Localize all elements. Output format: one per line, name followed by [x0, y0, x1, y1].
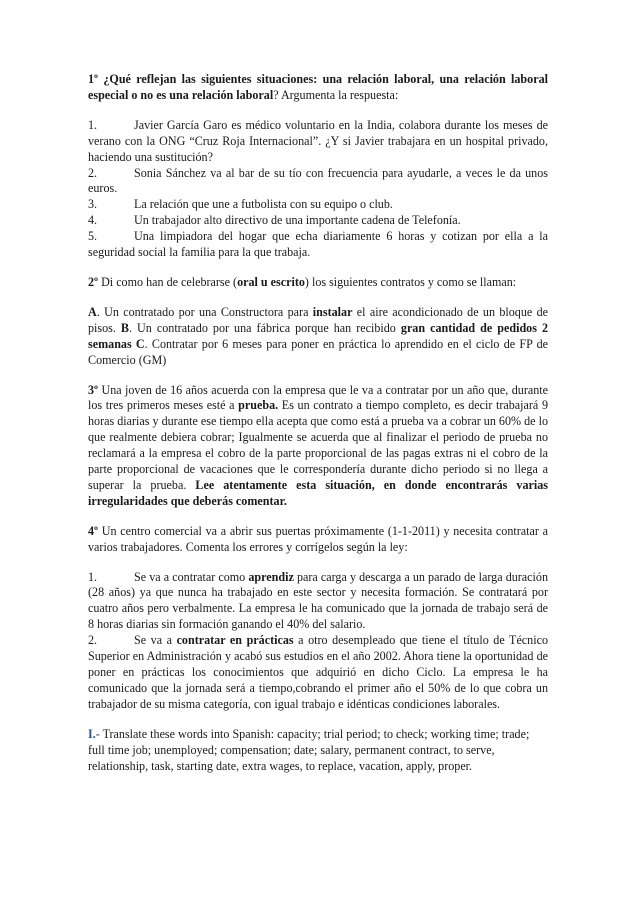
q2-label: 2º	[88, 274, 99, 289]
q4-label: 4º	[88, 523, 99, 538]
question-2-cases: A. Un contratado por una Constructora para instalar el aire acondicionado de un bloque de pisos. B. Un contratado por una fábrica porque han recibido gran cantidad de pedidos 2 semanas C. Contratar por 6 meses para poner en práctica lo aprendido en el ciclo de FP de Comercio (GM)	[88, 304, 549, 367]
list-item: 4. Un trabajador alto directivo de una importante cadena de Telefonía.	[88, 213, 461, 228]
q4-item-1: 1. Se va a contratar como aprendiz para carga y descarga a un parado de larga duración (28 años) ya que nunca ha trabajado en este sector y necesita formación. Se contratará por cuatro años pero verbalmente. La empresa le ha comunicado que la jornada de trabajo será de 8 horas diarias sin formación ganando el 40% del salario.	[88, 569, 548, 632]
document-page	[88, 72, 548, 788]
q3-label: 3º	[88, 382, 99, 397]
question-3: 3º Una joven de 16 años acuerda con la empresa que le va a contratar por un año que, durante los tres primeros meses esté a prueba. Es un contrato a tiempo completo, es decir trabajará 9 horas diarias y durante ese tiempo ella acepta que como está a prueba va a cobrar un 60% de lo que realmente debiera cobrar; Igualmente se acuerda que al finalizar el periodo de prueba no reclamará a la empresa el cobro de la parte proporcional de las pagas extras ni el cobro de la parte proporcional de vacaciones que le correspondería durante dicho periodo si no llega a superar la prueba. Lee atentamente esta situación, en donde encontrarás varias irregularidades que deberás comentar.	[88, 382, 548, 508]
translate-label: I.-	[88, 726, 100, 741]
question-1	[88, 72, 548, 104]
q1-items	[88, 118, 548, 261]
list-item: 5. Una limpiadora del hogar que echa diariamente 6 horas y cotizan por ella a la seguridad social la familia para la que trabaja.	[88, 229, 548, 260]
translate-exercise: I.- Translate these words into Spanish: capacity; trial period; to check; working time; trade; full time job; unemployed; compensation; date; salary, permanent contract, to serve, relationship, task, starting date, extra wages, to replace, vacation, apply, proper.	[88, 726, 530, 773]
q1-question: ¿Qué reflejan las siguientes situaciones: una relación laboral, una relación laboral especial o no es una relación laboral	[88, 72, 548, 102]
q1-question-rest: ? Argumenta la respuesta:	[273, 87, 399, 102]
list-item: 3. La relación que une a futbolista con su equipo o club.	[88, 197, 393, 212]
list-item: 1. Javier García Garo es médico voluntario en la India, colabora durante los meses de verano con la ONG “Cruz Roja Internacional”. ¿Y si Javier trabajara en un hospital privado, haciendo una sustitución?	[88, 117, 548, 164]
list-item: 2. Sonia Sánchez va al bar de su tío con frecuencia para ayudarle, a veces le da unos euros.	[88, 165, 548, 196]
question-4: 4º Un centro comercial va a abrir sus puertas próximamente (1-1-2011) y necesita contratar a varios trabajadores. Comenta los errores y corrígelos según la ley:	[88, 523, 548, 554]
q1-label: 1º	[88, 72, 99, 86]
q4-item-2: 2. Se va a contratar en prácticas a otro desempleado que tiene el título de Técnico Superior en Administración y acabó sus estudios en el año 2002. Ahora tiene la oportunidad de poner en prácticas los conocimientos que adquirió en dicho Ciclo. La empresa le ha comunicado que la jornada será a tiempo,cobrando el primer año el 50% de lo que cobra un trabajador de su misma categoría, con igual trabajo e idénticas condiciones laborales.	[88, 633, 548, 711]
question-2: 2º Di como han de celebrarse (oral u escrito) los siguientes contratos y como se llaman:	[88, 274, 517, 289]
